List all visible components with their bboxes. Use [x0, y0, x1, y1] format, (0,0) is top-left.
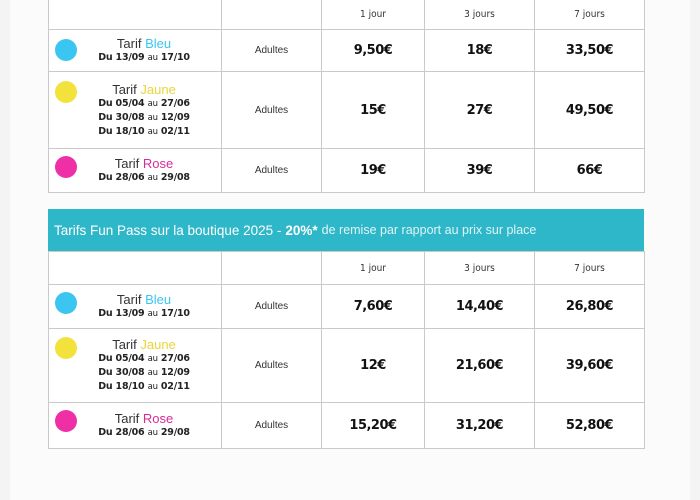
price-cell: 66€: [535, 149, 645, 193]
tarif-label: Tarif: [114, 411, 140, 426]
category-cell: Adultes: [222, 403, 322, 449]
duration-header: 7 jours: [535, 0, 645, 30]
price-cell: 7,60€: [322, 285, 425, 329]
date-range: Du 13/09 au 17/10: [98, 52, 190, 63]
table-row: [49, 285, 645, 329]
price-cell: 15,20€: [322, 403, 425, 449]
date-range: Du 30/08 au 12/09: [98, 367, 190, 378]
blue-dot-icon: [55, 39, 77, 61]
yellow-dot-icon: [55, 337, 77, 359]
duration-header: 3 jours: [425, 252, 535, 285]
category-cell: Adultes: [222, 329, 322, 403]
pink-dot-icon: [55, 156, 77, 178]
table-row: [49, 149, 645, 193]
duration-header: 1 jour: [322, 252, 425, 285]
duration-header: 7 jours: [535, 252, 645, 285]
price-cell: 39€: [425, 149, 535, 193]
price-cell: 39,60€: [535, 329, 645, 403]
date-range: Du 18/10 au 02/11: [98, 125, 190, 137]
onsite-price-table: [48, 0, 645, 193]
pink-dot-icon: [55, 410, 77, 432]
duration-header: 3 jours: [425, 0, 535, 30]
tarif-label: Tarif: [116, 292, 142, 307]
table-row: [49, 403, 645, 449]
category-cell: Adultes: [222, 72, 322, 149]
category-cell: Adultes: [222, 149, 322, 193]
banner-subtitle: de remise par rapport au prix sur place: [321, 223, 537, 237]
online-pricing-banner: [48, 209, 644, 251]
table-row: [49, 30, 645, 72]
price-cell: 27€: [425, 72, 535, 149]
table-row: [49, 72, 645, 149]
duration-header: 1 jour: [322, 0, 425, 30]
table-header-row: [49, 0, 645, 30]
price-cell: 52,80€: [535, 403, 645, 449]
tarif-color-name: Rose: [142, 411, 174, 426]
price-cell: 14,40€: [425, 285, 535, 329]
price-cell: 26,80€: [535, 285, 645, 329]
date-range: Du 18/10 au 02/11: [98, 381, 190, 392]
date-range: Du 05/04 au 27/06: [98, 97, 190, 109]
tarif-color-name: Jaune: [140, 81, 176, 97]
category-cell: Adultes: [222, 285, 322, 329]
tarif-label: Tarif: [116, 36, 142, 51]
table-header-row: [49, 252, 645, 285]
tarif-color-name: Rose: [142, 156, 174, 171]
price-cell: 12€: [322, 329, 425, 403]
banner-percent: 20%*: [285, 222, 318, 238]
date-range: Du 28/06 au 29/08: [98, 172, 190, 183]
date-range: Du 13/09 au 17/10: [98, 308, 190, 319]
online-price-table: [48, 251, 645, 449]
price-cell: 9,50€: [322, 30, 425, 72]
tarif-color-name: Bleu: [145, 36, 172, 51]
date-range: Du 05/04 au 27/06: [98, 353, 190, 364]
tarif-label: Tarif: [112, 337, 137, 352]
price-cell: 31,20€: [425, 403, 535, 449]
blue-dot-icon: [55, 292, 77, 314]
price-cell: 18€: [425, 30, 535, 72]
tarif-color-name: Bleu: [145, 292, 172, 307]
tarif-label: Tarif: [114, 156, 140, 171]
table-row: [49, 329, 645, 403]
price-cell: 21,60€: [425, 329, 535, 403]
date-range: Du 30/08 au 12/09: [98, 111, 190, 123]
price-cell: 19€: [322, 149, 425, 193]
price-cell: 15€: [322, 72, 425, 149]
banner-title: Tarifs Fun Pass sur la boutique 2025 -: [54, 222, 282, 238]
price-cell: 33,50€: [535, 30, 645, 72]
date-range: Du 28/06 au 29/08: [98, 427, 190, 438]
price-cell: 49,50€: [535, 72, 645, 149]
category-cell: Adultes: [222, 30, 322, 72]
tarif-color-name: Jaune: [140, 337, 176, 352]
tarif-label: Tarif: [112, 81, 137, 97]
yellow-dot-icon: [55, 81, 77, 103]
